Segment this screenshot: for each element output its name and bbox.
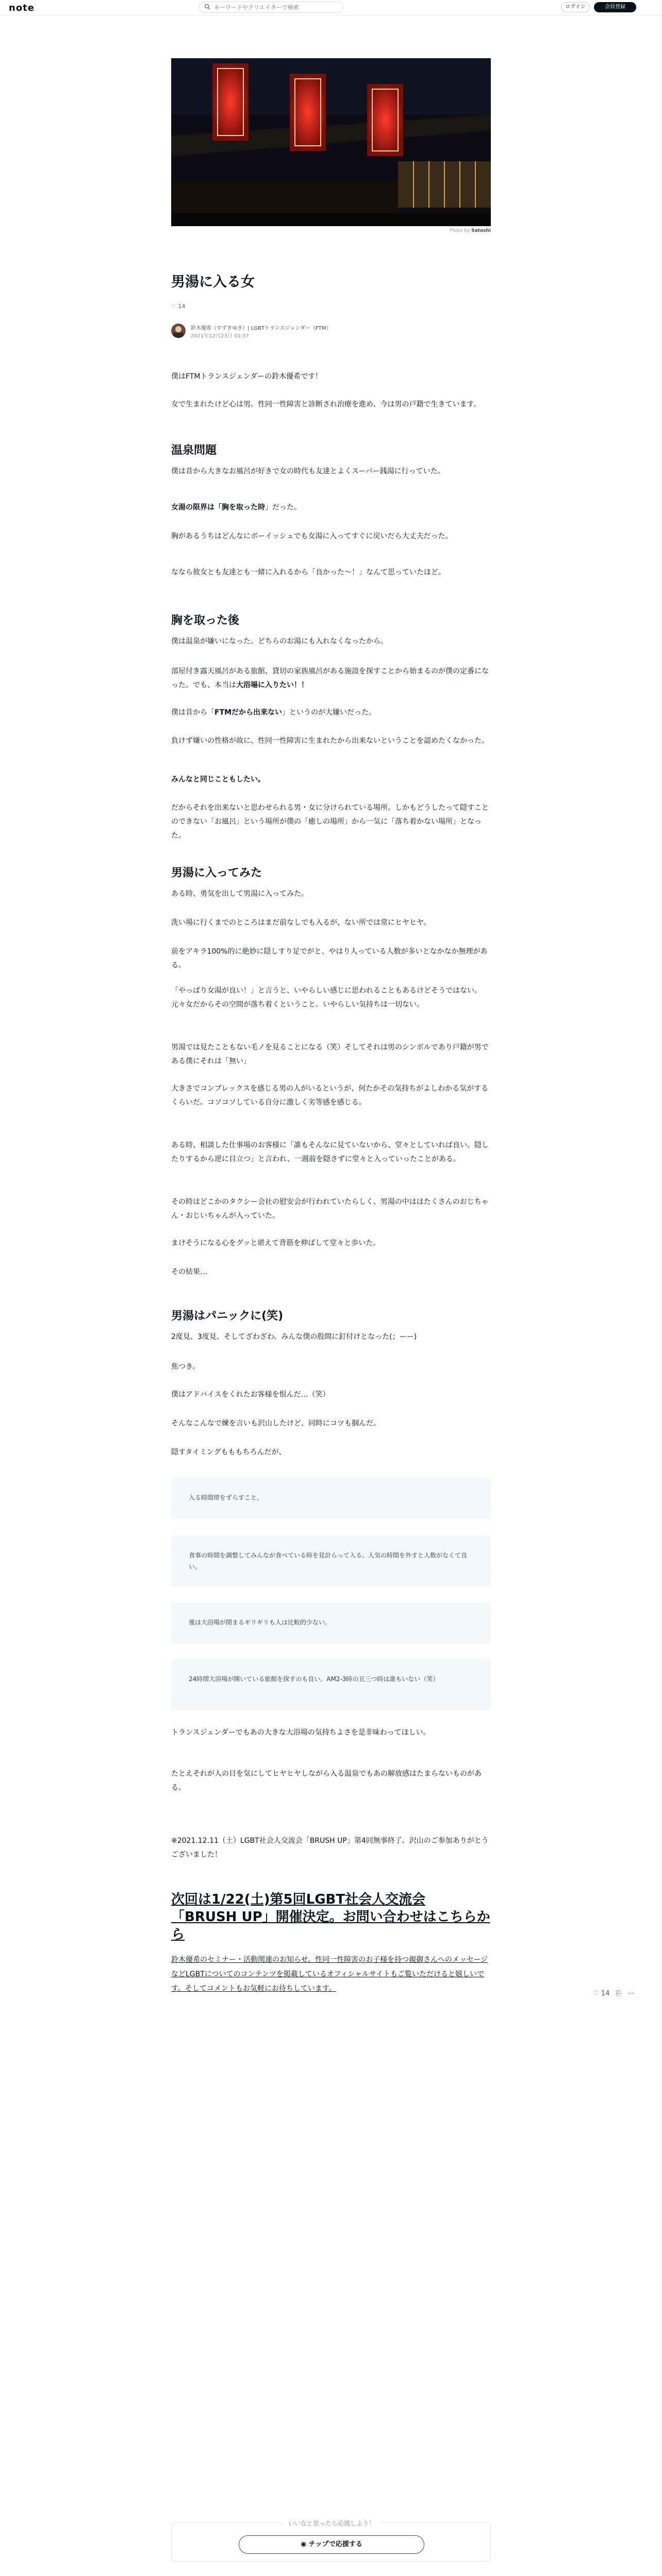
paragraph: 僕はFTMトランスジェンダーの鈴木優希です！ (171, 372, 323, 381)
paragraph: その時はどこかのタクシー会社の慰安会が行われていたらしく、男湯の中ははたくさんのおじちゃん・おじいちゃんが入っていた。 (171, 1198, 489, 1220)
paragraph: ある時、相談した仕事場のお客様に「誰もそんなに見ていないから、堂々としていれば良い。隠したりするから逆に目立つ」と言われ、一週前を隠さずに堂々と入っていったことがある。 (171, 1141, 489, 1163)
floating-more-icon[interactable]: ⋯ (627, 1990, 635, 1997)
publish-date: 2021年12月23日 01:37 (191, 333, 249, 339)
paragraph-text: 」というのが大嫌いだった。 (282, 708, 376, 717)
paragraph-text: 部屋付き露天風呂がある旅館、貸切の家族風呂がある施設を探すことから始まるのが僕の定番になった。でも、本当は (171, 667, 489, 689)
quote-block: 入る時間帯をずらすこと。 (171, 1478, 491, 1519)
search-input[interactable] (214, 3, 338, 11)
paragraph: たとえそれが人の目を気にしてヒヤヒヤしながら入る温泉でもあの解放感はたまらないものがある。 (171, 1770, 482, 1792)
paragraph (171, 501, 491, 515)
paragraph: 負けず嫌いの性格が故に、性同一性障害に生まれたから出来ないということを認めたくなかった。 (171, 737, 489, 745)
tip-button-label: チップで応援する (308, 2540, 362, 2548)
paragraph: 前をアキラ100%的に絶妙に隠しすり足でがと、やはり人っている人数が多いとなかなか無理がある。 (171, 947, 488, 970)
note-logo[interactable]: note (9, 3, 35, 13)
section-heading: 胸を取った後 (171, 614, 240, 627)
paragraph-bold-text: 女湯の限界は「胸を取った時 (171, 503, 265, 512)
support-text-label: いいなと思ったら応援しよう！ (283, 2520, 380, 2527)
floating-actions (593, 1990, 634, 2002)
site-header (0, 0, 662, 15)
author-avatar-small[interactable] (171, 324, 186, 338)
author-name-small[interactable]: 鈴木優希（すずきゆき）| LGBTトランスジェンダー（FTM） (191, 326, 332, 331)
section-heading: 男湯に入ってみた (171, 867, 262, 879)
search-box[interactable] (199, 2, 343, 13)
paragraph: みんなと同じこともしたい。 (171, 775, 265, 784)
paragraph: 大きさでコンプレックスを感じる男の人がいるというが、何たかその気持ちがよしわかる気がするくらいだ。コソコソしている自分に激しく劣等感を感じる。 (171, 1084, 489, 1107)
paragraph: まけそうになる心をグッと堪えて背筋を伸ばして堂々と歩いた。 (171, 1239, 380, 1247)
article-title: 男湯に入る女 (171, 274, 255, 290)
photo-credit-name[interactable]: Satoshi (471, 228, 491, 233)
paragraph: だからそれを出来ないと思わせられる男・女に分けられている場所。しかもどうしたって隠すことのできない「お風呂」という場所が僕の「癒しの場所」から一気に「落ち着かない場所」となった。 (171, 804, 489, 840)
paragraph (171, 706, 491, 720)
paragraph: ある時、勇気を出して男湯に入ってみた。 (171, 890, 308, 898)
paragraph: そんなこんなで練を言いも沢山したけど、同時にコツも掴んだ。 (171, 1419, 380, 1428)
paragraph: トランスジェンダーでもあの大きな大浴場の気持ちよさを是非味わってほしい。 (171, 1728, 431, 1737)
top-like-count[interactable] (171, 303, 185, 310)
paragraph: 女で生まれたけど心は男。性同一性障害と診断され治療を進め、今は男の戸籍で生きています。 (171, 400, 481, 409)
paragraph-bold-text: FTMだから出来ない (214, 708, 283, 717)
paragraph: 焦つき。 (171, 1363, 200, 1371)
photo-credit (423, 228, 491, 233)
floating-heart-icon[interactable]: ♡ (593, 1990, 599, 1997)
paragraph: 僕は温泉が嫌いになった。どちらのお湯にも入れなくなったから。 (171, 637, 388, 646)
floating-like-count: 14 (601, 1990, 610, 1997)
heart-icon: ♡ (171, 303, 176, 310)
section-heading: 男湯はパニックに(笑) (171, 1310, 284, 1323)
quote-block: 食事の時間を調整してみんなが食べている時を見計らって入る。人気の時間を外すと人数がなくて良い。 (171, 1535, 491, 1587)
section-heading: 温泉問題 (171, 444, 217, 457)
paragraph: 「やっぱり女湯が良い！」と言うと、いやらしい感じに思われることもあるけどそうではない。元々女だからその空間が落ち着くということ。いやらしい気持ちは一切ない。 (171, 987, 482, 1009)
paragraph-text: 」だった。 (265, 503, 301, 512)
paragraph: 男湯では見たこともない毛ノを見ることになる（笑）そしてそれは男のシンボルであり戸籍が男である僕にそれは「無い」 (171, 1043, 489, 1065)
official-site-link[interactable]: 鈴木優希のセミナー・活動関連のお知らせ。性同一性障害のお子様を持つ親御さんへのメッセージなどLGBTについてのコンテンツを掲載しているオフィシャルサイトもご覧いただけると嬉しいです。そしてコメントもお気軽にお待ちしています。 (171, 1956, 488, 1993)
signup-button[interactable]: 会員登録 (594, 2, 636, 12)
paragraph: 洗い場に行くまでのところはまだ前なしでも入るが、ない所では常にヒヤヒヤ。 (171, 919, 431, 927)
photo-credit-prefix: Photo by (449, 228, 470, 233)
floating-share-icon[interactable]: ⎘ (616, 1990, 621, 1997)
paragraph: ななら彼女とも友達とも一緒に入れるから「良かった〜！」なんて思っていたほど。 (171, 568, 445, 577)
paragraph: 胸があるうちはどんなにボーイッシュでも女湯に入ってすぐに戻いだら大丈夫だった。 (171, 532, 453, 540)
tip-icon: ◉ (301, 2540, 307, 2548)
hero-image (171, 58, 491, 226)
support-text (172, 2519, 491, 2528)
quote-block: 後は大浴場が閉まるギリギリも人は比較的少ない。 (171, 1602, 491, 1643)
paragraph (171, 665, 491, 692)
paragraph-bold-text: 大浴場に入りたい！！ (236, 681, 308, 689)
quote-block: 24時間大浴場が開いている旅館を探すのも良い。AM2-3時の丑三つ時は誰もいない（笑） (171, 1659, 491, 1710)
event-link[interactable]: 次回は1/22(土)第5回LGBT社会人交流会「BRUSH UP」開催決定。お問い合わせはこちらから (171, 1892, 490, 1942)
paragraph: 僕はアドバイスをくれたお客様を恨んだ…（笑） (171, 1391, 330, 1399)
tip-button[interactable] (239, 2535, 424, 2554)
paragraph: 2度見、3度見、そしてざわざわ。みんな僕の股間に釘付けとなった(；ーー) (171, 1333, 417, 1341)
login-button[interactable]: ログイン (561, 2, 590, 12)
top-like-count-value: 14 (178, 303, 186, 310)
paragraph-text: 僕は昔から「 (171, 708, 214, 717)
paragraph: 僕は昔から大きなお風呂が好きで女の時代も友達とよくスーパー銭湯に行っていた。 (171, 467, 445, 476)
paragraph: 隠すタイミングもももちろんだが、 (171, 1448, 286, 1456)
search-icon (204, 4, 210, 10)
paragraph: その結果… (171, 1268, 207, 1276)
support-box (171, 2522, 491, 2562)
paragraph: ※2021.12.11（土）LGBT社会人交流会「BRUSH UP」第4回無事終了。沢山のご参加ありがとうございました！ (171, 1837, 489, 1859)
